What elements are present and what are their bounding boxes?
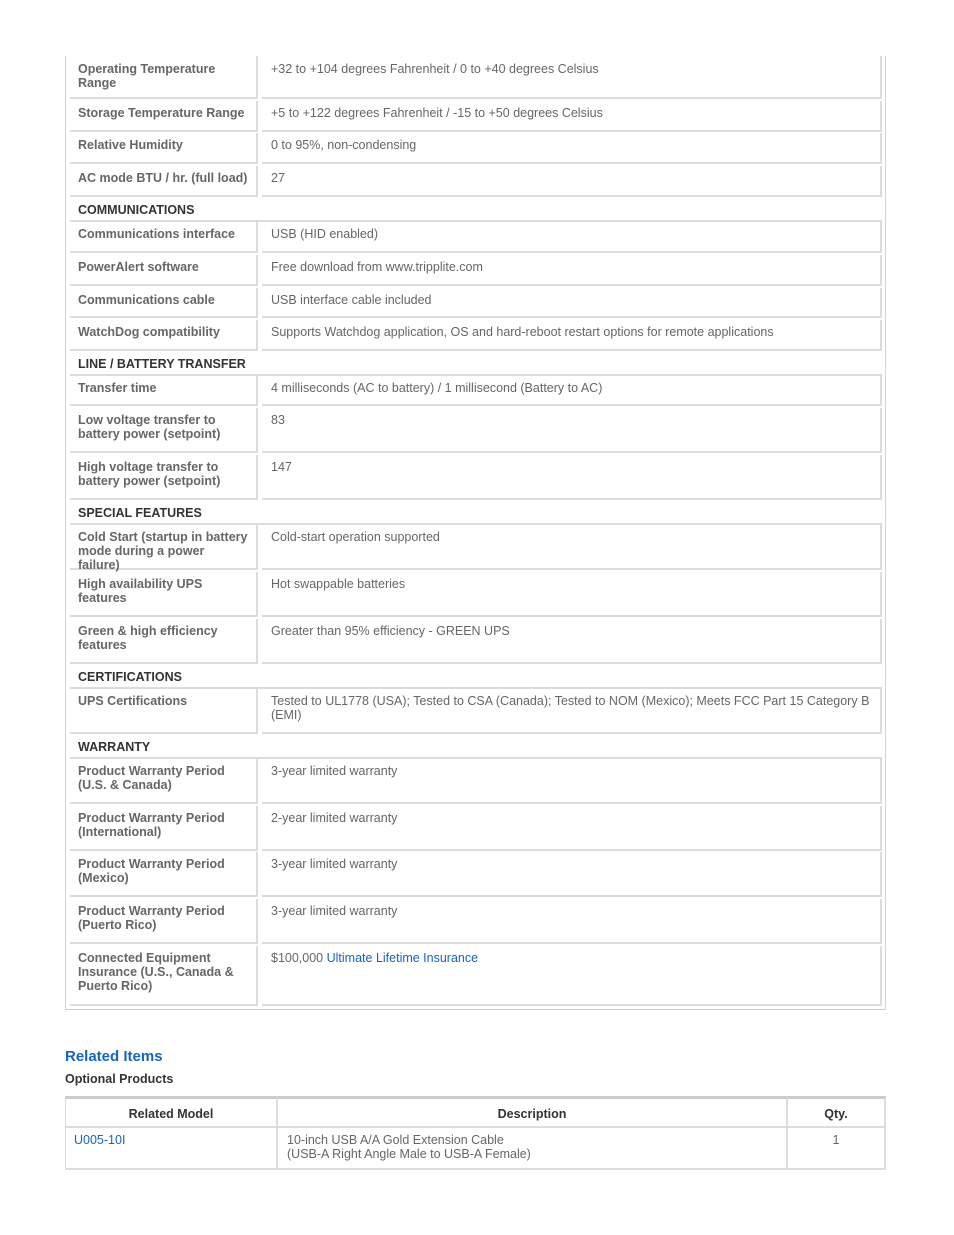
section-header: COMMUNICATIONS: [70, 199, 882, 222]
spec-row: [70, 572, 882, 617]
spec-value: 83: [262, 408, 882, 453]
spec-value: 3-year limited warranty: [262, 899, 882, 944]
spec-label: WatchDog compatibility: [70, 320, 258, 351]
related-items-heading: Related Items: [65, 1048, 163, 1065]
spec-value: 3-year limited warranty: [262, 852, 882, 897]
spec-label: PowerAlert software: [70, 255, 258, 286]
spec-row: [70, 222, 882, 253]
description-line-2: (USB-A Right Angle Male to USB-A Female): [287, 1147, 531, 1161]
spec-row: [70, 255, 882, 286]
section-header: CERTIFICATIONS: [70, 666, 882, 689]
header-description: Description: [278, 1096, 788, 1128]
table-row-qty-cell: 1: [788, 1128, 886, 1170]
spec-row: [70, 689, 882, 734]
spec-label: Connected Equipment Insurance (U.S., Canada & Puerto Rico): [70, 946, 258, 1006]
spec-value: 27: [262, 166, 882, 197]
spec-label: Communications cable: [70, 288, 258, 318]
related-products-table: [65, 1096, 886, 1172]
spec-value: +32 to +104 degrees Fahrenheit / 0 to +40 degrees Celsius: [262, 56, 882, 99]
header-qty: Qty.: [788, 1096, 886, 1128]
spec-label: UPS Certifications: [70, 689, 258, 734]
spec-value: Supports Watchdog application, OS and hard-reboot restart options for remote applications: [262, 320, 882, 351]
spec-label: Relative Humidity: [70, 133, 258, 164]
spec-row: [70, 101, 882, 132]
spec-label: Operating Temperature Range: [70, 56, 258, 99]
spec-row: [70, 806, 882, 851]
related-model-link[interactable]: U005-10I: [74, 1133, 126, 1147]
spec-value-text: $100,000: [271, 951, 324, 965]
spec-value: USB interface cable included: [262, 288, 882, 318]
section-header: SPECIAL FEATURES: [70, 502, 882, 525]
spec-row: [70, 852, 882, 897]
spec-label: Communications interface: [70, 222, 258, 253]
spec-value: [262, 946, 882, 1006]
spec-value: 4 milliseconds (AC to battery) / 1 millisecond (Battery to AC): [262, 376, 882, 406]
spec-row: [70, 133, 882, 164]
spec-label: Green & high efficiency features: [70, 619, 258, 664]
spec-row: [70, 525, 882, 570]
description-line-1: 10-inch USB A/A Gold Extension Cable: [287, 1133, 504, 1147]
spec-label: Product Warranty Period (Puerto Rico): [70, 899, 258, 944]
spec-row: [70, 455, 882, 500]
spec-label: High voltage transfer to battery power (setpoint): [70, 455, 258, 500]
spec-row: [70, 320, 882, 351]
spec-row: [70, 759, 882, 804]
spec-label: Low voltage transfer to battery power (setpoint): [70, 408, 258, 453]
spec-row: [70, 899, 882, 944]
insurance-link[interactable]: Ultimate Lifetime Insurance: [326, 951, 479, 965]
spec-value: 3-year limited warranty: [262, 759, 882, 804]
spec-value: USB (HID enabled): [262, 222, 882, 253]
spec-value: Tested to UL1778 (USA); Tested to CSA (Canada); Tested to NOM (Mexico); Meets FCC Part 15 Category B (EMI): [262, 689, 882, 734]
spec-label: Transfer time: [70, 376, 258, 406]
spec-value: Hot swappable batteries: [262, 572, 882, 617]
spec-value: +5 to +122 degrees Fahrenheit / -15 to +50 degrees Celsius: [262, 101, 882, 132]
spec-value: 147: [262, 455, 882, 500]
spec-label: Cold Start (startup in battery mode during a power failure): [70, 525, 258, 570]
spec-row: [70, 56, 882, 99]
section-header: LINE / BATTERY TRANSFER: [70, 353, 882, 376]
spec-value: Cold-start operation supported: [262, 525, 882, 570]
section-header: WARRANTY: [70, 736, 882, 759]
spec-label: Storage Temperature Range: [70, 101, 258, 132]
spec-row: [70, 408, 882, 453]
spec-row: [70, 288, 882, 318]
spec-value: 2-year limited warranty: [262, 806, 882, 851]
spec-label: High availability UPS features: [70, 572, 258, 617]
spec-value: Greater than 95% efficiency - GREEN UPS: [262, 619, 882, 664]
spec-label: Product Warranty Period (U.S. & Canada): [70, 759, 258, 804]
spec-label: AC mode BTU / hr. (full load): [70, 166, 258, 197]
spec-label: Product Warranty Period (Mexico): [70, 852, 258, 897]
spec-row: [70, 619, 882, 664]
spec-label: Product Warranty Period (International): [70, 806, 258, 851]
spec-value: Free download from www.tripplite.com: [262, 255, 882, 286]
spec-row: [70, 946, 882, 1006]
spec-value: 0 to 95%, non-condensing: [262, 133, 882, 164]
spec-row: [70, 376, 882, 406]
table-row-model-cell: [65, 1128, 278, 1170]
header-related-model: Related Model: [65, 1096, 278, 1128]
optional-products-label: Optional Products: [65, 1072, 174, 1086]
spec-row: [70, 166, 882, 197]
table-row-description-cell: [278, 1128, 788, 1170]
